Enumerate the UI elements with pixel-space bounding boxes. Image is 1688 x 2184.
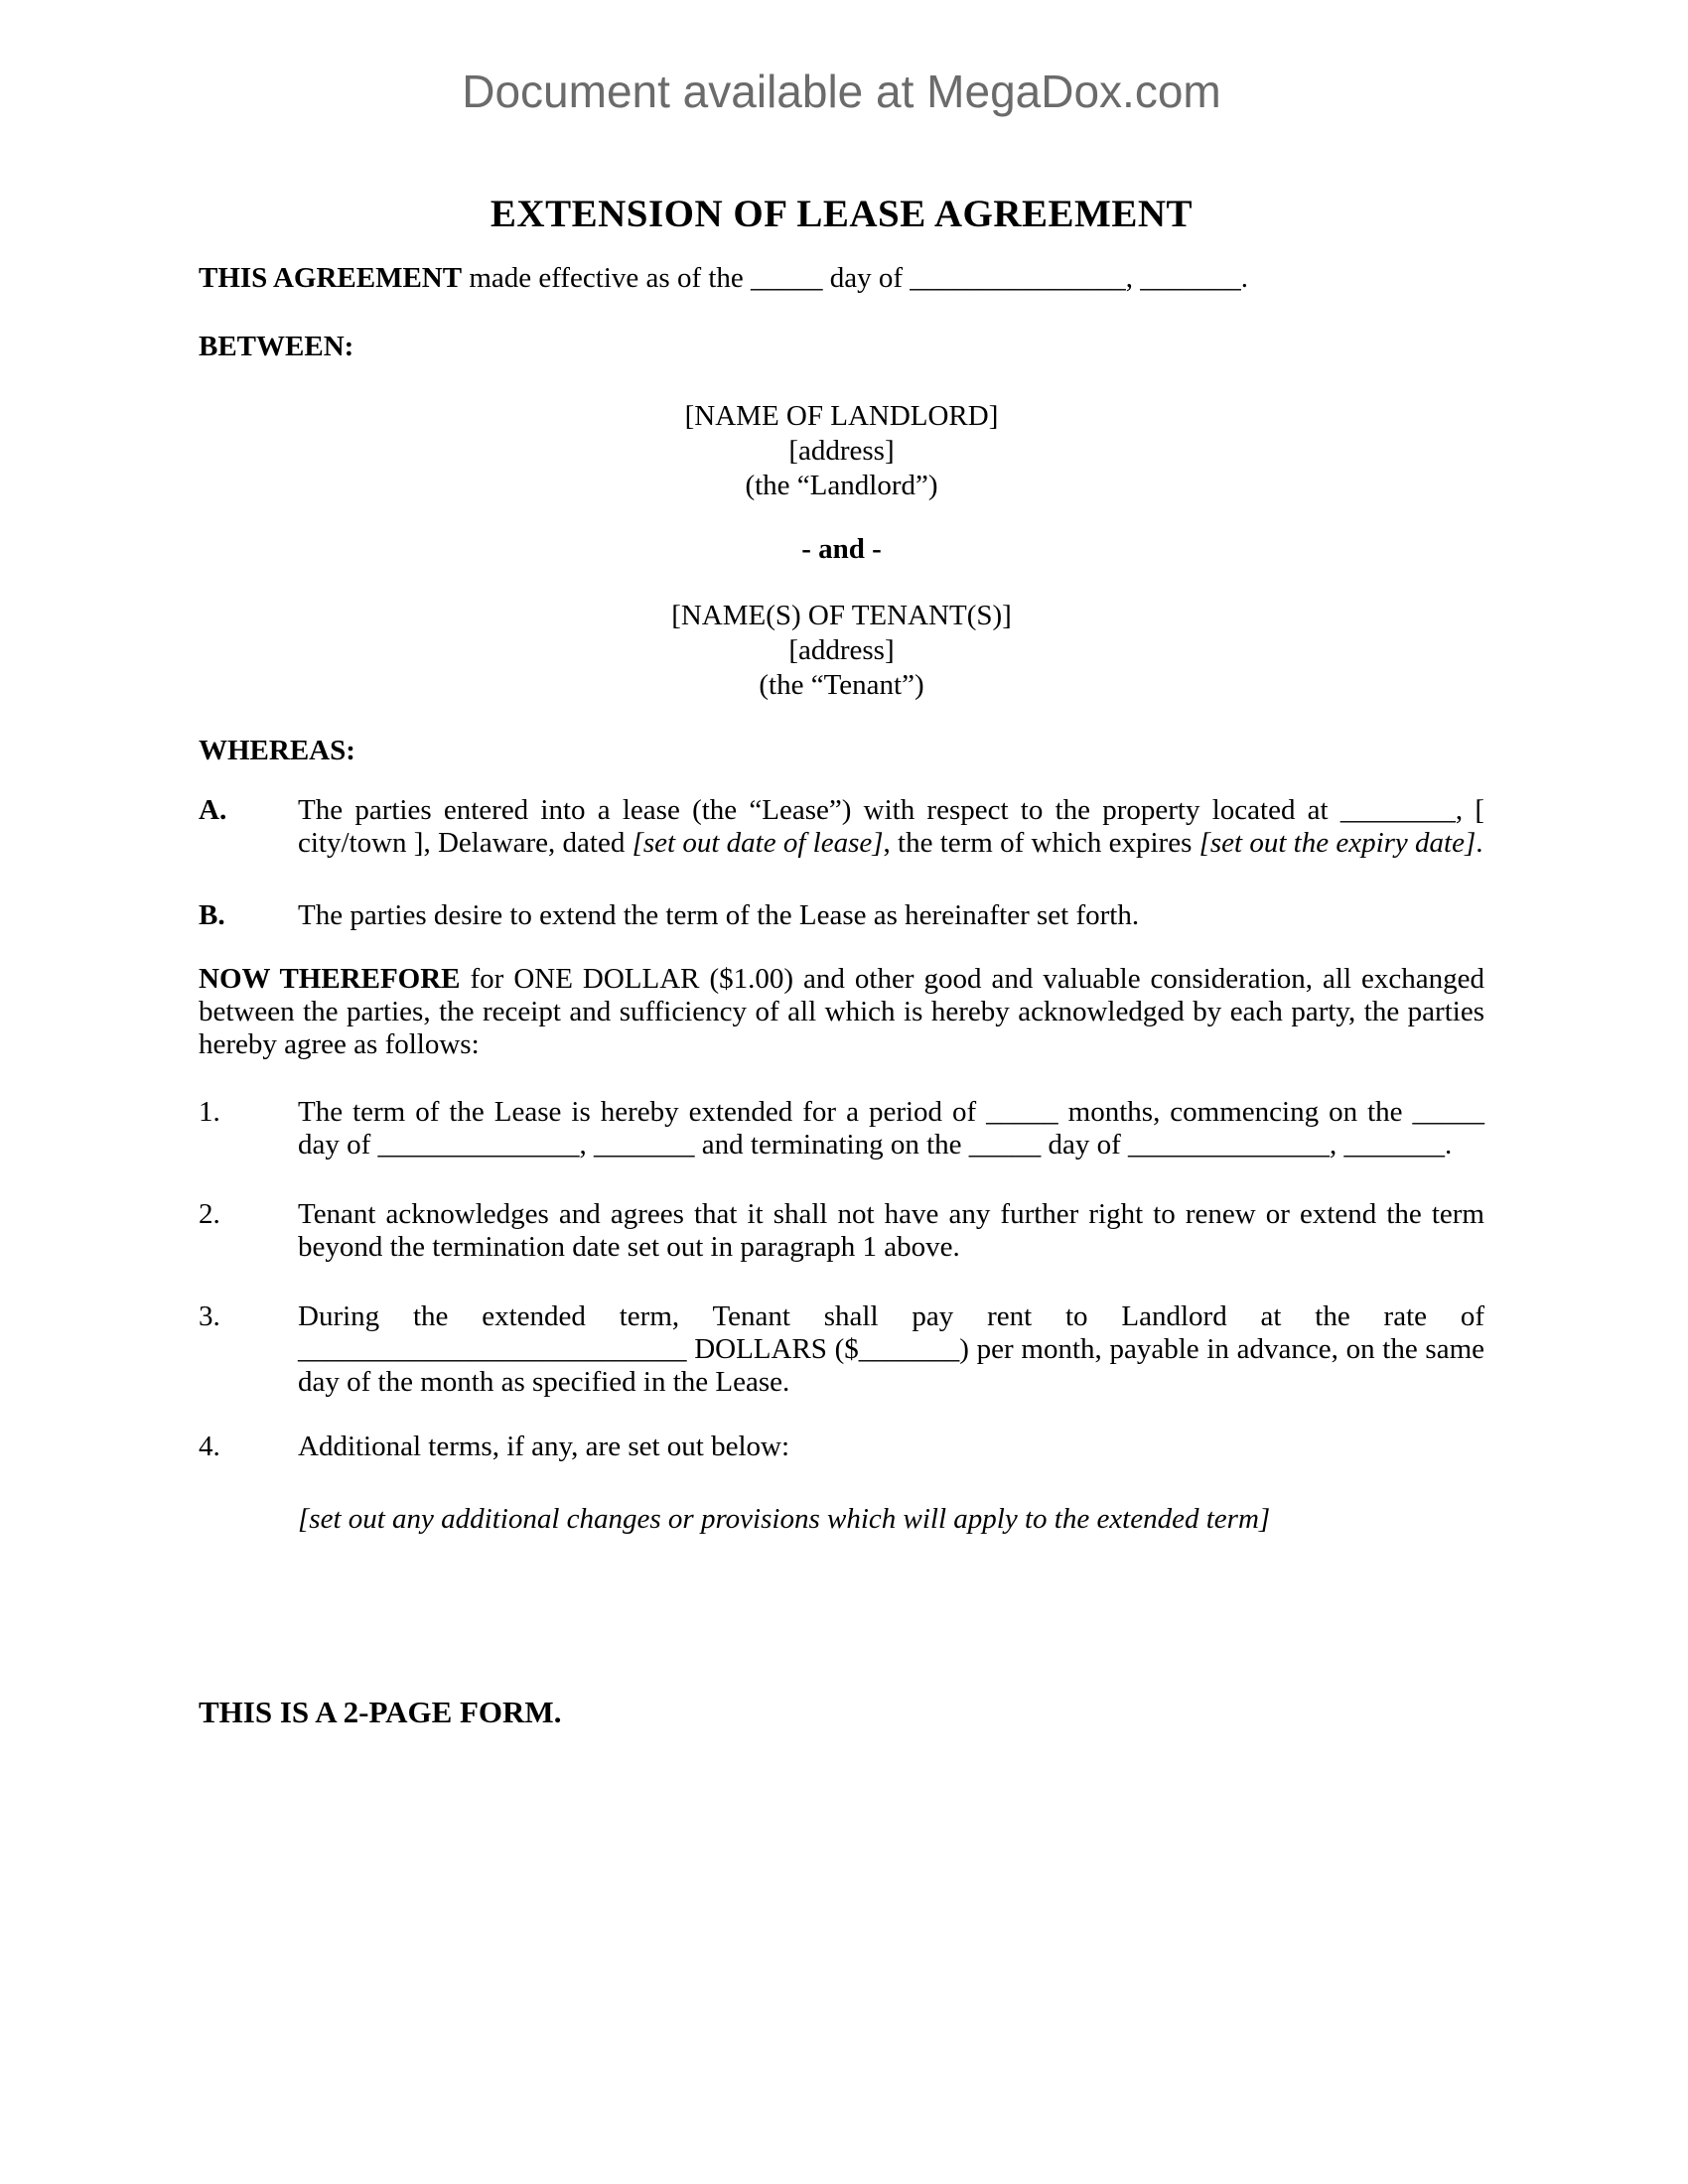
recital-b-label: B. [199,899,225,931]
landlord-designation-line: (the “Landlord”) [745,470,938,501]
clause-3-number: 3. [199,1300,220,1332]
tenant-name-line: [NAME(S) OF TENANT(S)] [671,600,1012,631]
clause-1-number: 1. [199,1096,220,1128]
recital-a [199,794,1484,860]
therefore-paragraph: NOW THEREFORE for ONE DOLLAR ($1.00) and other good and valuable consideration, all exchanged between the parties, the receipt and sufficiency of all which is hereby acknowledged by each party, the parties hereby agree as follows: [199,963,1484,1060]
clause-2-text: Tenant acknowledges and agrees that it shall not have any further right to renew or extend the term beyond the termination date set out in paragraph 1 above. [298,1198,1484,1263]
whereas-label: WHEREAS: [199,735,355,766]
clause-4-text: Additional terms, if any, are set out below: [298,1431,790,1462]
landlord-address-line: [address] [788,435,895,467]
clause-4 [199,1431,1484,1463]
clause-2 [199,1198,1484,1264]
tenant-block [199,599,1484,703]
recital-b [199,899,1484,932]
watermark-header: Document available at MegaDox.com [462,66,1221,117]
clause-1 [199,1096,1484,1161]
tenant-designation-line: (the “Tenant”) [759,669,924,701]
document-title: EXTENSION OF LEASE AGREEMENT [490,193,1194,235]
clause-4-number: 4. [199,1431,220,1462]
clause-3-text: During the extended term, Tenant shall pay rent to Landlord at the rate of ___________________________ DOLLARS ($_______) per month, payable in advance, on the same day of the month as specified in the Lease. [298,1300,1484,1398]
clause-4-placeholder-note: [set out any additional changes or provisions which will apply to the extended term] [298,1503,1271,1535]
landlord-block [199,399,1484,503]
clause-3 [199,1300,1484,1399]
tenant-address-line: [address] [788,634,895,666]
and-separator: - and - [801,533,882,565]
intro-paragraph: THIS AGREEMENT made effective as of the _____ day of _______________, _______. [199,262,1249,294]
between-label: BETWEEN: [199,331,354,362]
recital-b-text: The parties desire to extend the term of the Lease as hereinafter set forth. [298,899,1140,931]
landlord-name-line: [NAME OF LANDLORD] [684,400,999,432]
clause-1-text: The term of the Lease is hereby extended for a period of _____ months, commencing on the _____ day of ______________, _______ and terminating on the _____ day of ______________, _______. [298,1096,1484,1160]
clause-2-number: 2. [199,1198,220,1230]
page-count-note: THIS IS A 2-PAGE FORM. [199,1695,562,1729]
recital-a-text: The parties entered into a lease (the “Lease”) with respect to the property located at ________, [ city/town ], Delaware, dated [set out date of lease], the term of which expires [set out the expiry date]. [298,794,1484,859]
recital-a-label: A. [199,794,227,826]
